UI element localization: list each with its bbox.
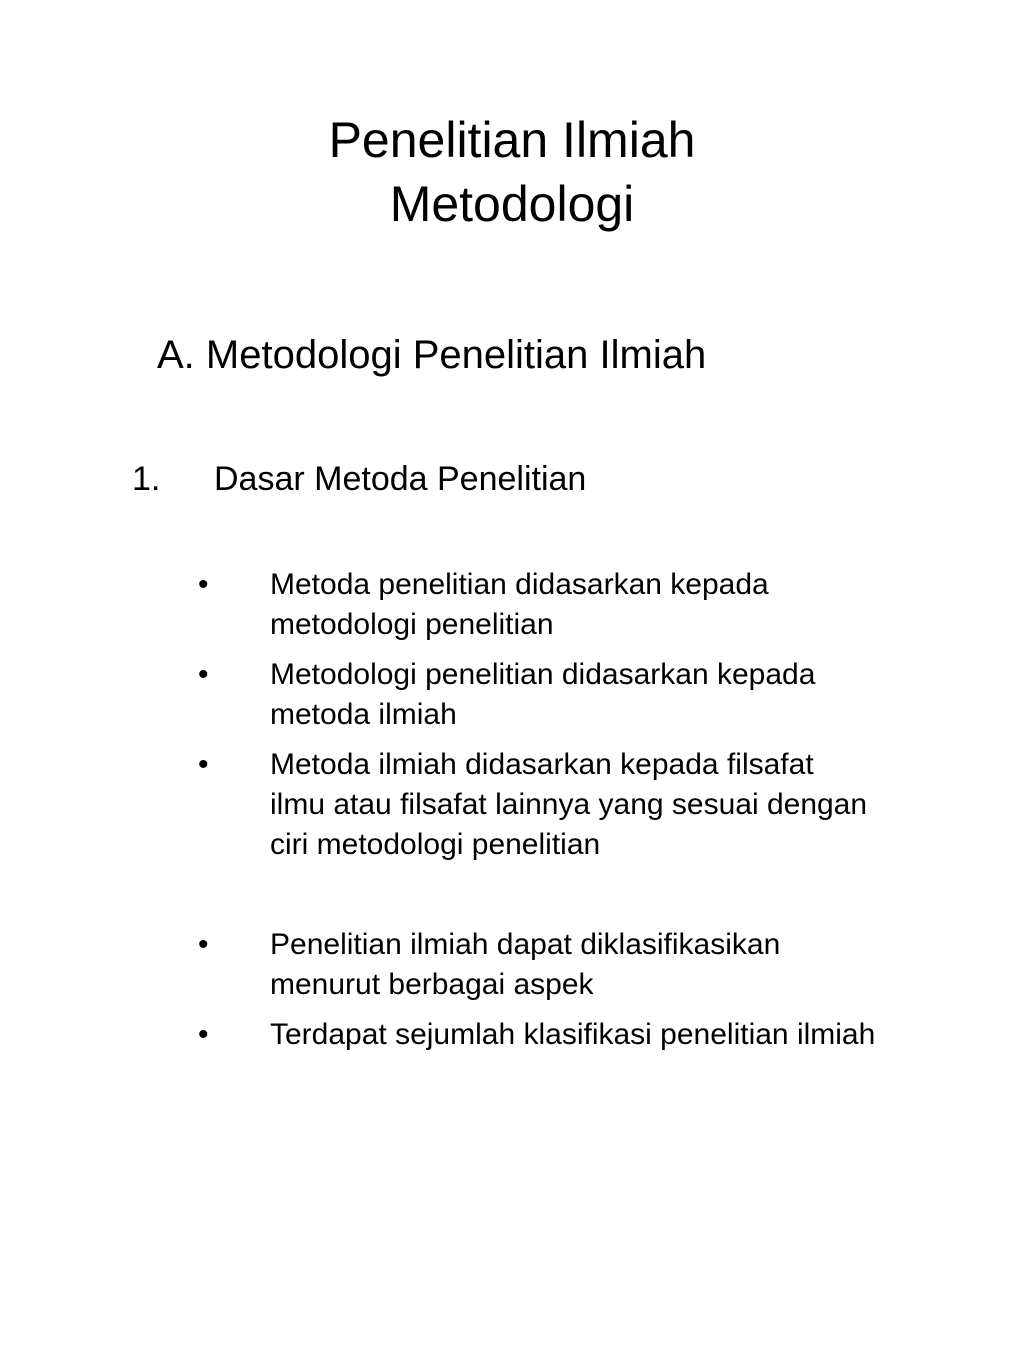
bullet-icon: •: [198, 1018, 209, 1051]
bullet-text: [270, 565, 970, 645]
bullet-text-line: Metoda penelitian didasarkan kepada: [270, 568, 769, 601]
bullet-text-line: Penelitian ilmiah dapat diklasifikasikan: [270, 928, 781, 961]
bullet-icon: •: [198, 928, 209, 961]
bullet-text-line: ilmu atau filsafat lainnya yang sesuai dengan: [270, 788, 868, 821]
slide-title-line-2: Metodologi: [389, 176, 635, 232]
bullet-text-line: ciri metodologi penelitian: [270, 828, 601, 861]
bullet-text-line: Terdapat sejumlah klasifikasi penelitian ilmiah: [270, 1018, 876, 1051]
bullet-text: [270, 745, 970, 865]
bullet-text-line: menurut berbagai aspek: [270, 968, 594, 1001]
bullet-icon: •: [198, 658, 209, 691]
numbered-item-number: 1.: [132, 460, 161, 498]
bullet-text: [270, 925, 970, 1005]
bullet-text-line: metodologi penelitian: [270, 608, 554, 641]
bullet-text-line: Metodologi penelitian didasarkan kepada: [270, 658, 816, 691]
bullet-text-line: metoda ilmiah: [270, 698, 457, 731]
bullet-text: [270, 655, 970, 735]
numbered-item-text: Dasar Metoda Penelitian: [214, 460, 587, 498]
bullet-icon: •: [198, 748, 209, 781]
bullet-icon: •: [198, 568, 209, 601]
section-heading: A. Metodologi Penelitian Ilmiah: [157, 333, 707, 377]
bullet-text: [270, 1015, 970, 1055]
slide-title-line-1: Penelitian Ilmiah: [328, 112, 696, 168]
bullet-text-line: Metoda ilmiah didasarkan kepada filsafat: [270, 748, 814, 781]
